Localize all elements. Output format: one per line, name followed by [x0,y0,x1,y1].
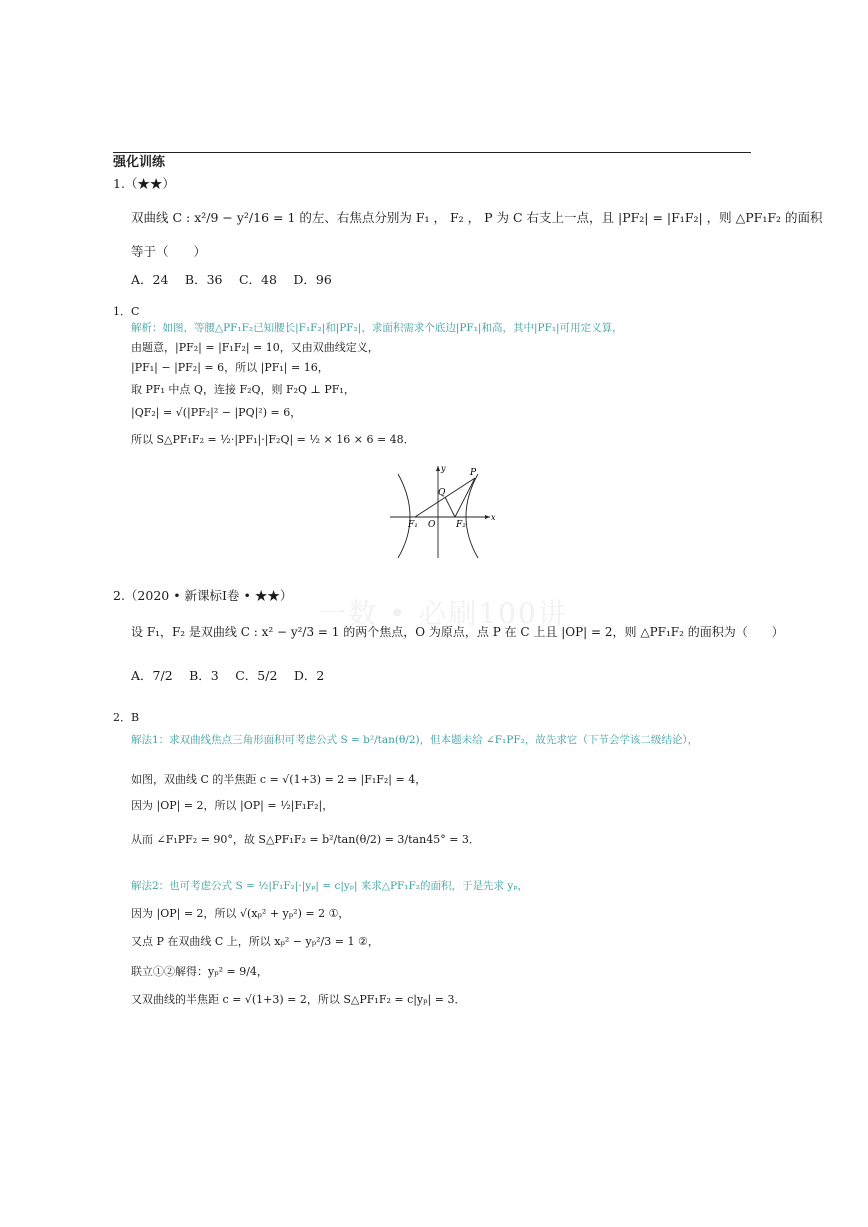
x-axis-arrow [485,515,490,519]
solution-1-line: |QF₂| = √(|PF₂|² − |PQ|²) = 6， [131,406,302,419]
problem-1-number: 1.（★★） [113,176,175,191]
label-f1: F₁ [408,520,418,530]
solution-2-answer: 2．B [113,711,140,724]
solution-2-line: 联立①②解得：yₚ² = 9/4， [131,965,268,978]
solution-1-line: 由题意，|PF₂| = |F₁F₂| = 10，又由双曲线定义， [131,341,379,354]
solution-2-line: 因为 |OP| = 2，所以 √(xₚ² + yₚ²) = 2 ①， [131,907,350,920]
solution-1-analysis: 解析：如图，等腰△PF₁F₂已知腰长|F₁F₂|和|PF₂|，求面积需求个底边|PF₁|和高，其中|PF₁|可用定义算， [131,322,623,334]
label-p: P [470,468,477,478]
solution-1-line: 取 PF₁ 中点 Q，连接 F₂Q，则 F₂Q ⊥ PF₁， [131,383,355,396]
problem-1-stem-line2: 等于（ ） [131,244,207,259]
label-x: x [491,513,496,522]
watermark: 一数 • 必刷100讲 [318,597,568,630]
solution-1-answer: 1．C [113,305,140,318]
y-axis-arrow [436,466,440,471]
solution-2-line: 从而 ∠F₁PF₂ = 90°，故 S△PF₁F₂ = b²/tan(θ/2) = 3/tan45° = 3． [131,833,480,846]
problem-2-stem: 设 F₁，F₂ 是双曲线 C : x² − y²/3 = 1 的两个焦点，O 为原点，点 P 在 C 上且 |OP| = 2，则 △PF₁F₂ 的面积为（ ） [131,625,784,639]
problem-2-number: 2.（2020 • 新课标Ⅰ卷 • ★★） [113,588,293,603]
solution-2-line: 因为 |OP| = 2，所以 |OP| = ½|F₁F₂|， [131,799,334,812]
label-q: Q [438,488,446,498]
problem-1-options: A．24 B．36 C．48 D．96 [131,272,332,287]
label-o: O [428,520,436,530]
solution-2-method2-note: 解法2：也可考虑公式 S = ½|F₁F₂|·|yₚ| = c|yₚ| 来求△PF₁F₂的面积，于是先求 yₚ， [131,880,528,892]
label-y: y [441,464,446,473]
hyperbola-right-branch [466,474,478,558]
hyperbola-figure [388,460,498,560]
solution-2-line: 又点 P 在双曲线 C 上，所以 xₚ² − yₚ²/3 = 1 ②， [131,935,379,948]
problem-1-stem-line1: 双曲线 C : x²/9 − y²/16 = 1 的左、右焦点分别为 F₁ ， F₂ ， P 为 C 右支上一点，且 |PF₂| = |F₁F₂| ，则 △PF₁F₂ 的面积 [131,210,823,225]
problem-2-options: A．7/2 B．3 C．5/2 D．2 [131,668,325,683]
solution-1-line: 所以 S△PF₁F₂ = ½·|PF₁|·|F₂Q| = ½ × 16 × 6 = 48． [131,433,415,446]
segment-qf2 [445,497,455,517]
solution-1-line: |PF₁| − |PF₂| = 6，所以 |PF₁| = 16， [131,361,329,374]
section-title: 强化训练 [113,155,166,170]
solution-2-method1-note: 解法1：求双曲线焦点三角形面积可考虑公式 S = b²/tan(θ/2)，但本题未给 ∠F₁PF₂，故先求它（下节会学该二级结论）， [131,734,699,746]
solution-2-line: 又双曲线的半焦距 c = √(1+3) = 2，所以 S△PF₁F₂ = c|yₚ| = 3． [131,993,466,1006]
segment-pf2 [455,478,475,517]
label-f2: F₂ [456,520,466,530]
solution-2-line: 如图，双曲线 C 的半焦距 c = √(1+3) = 2 ⇒ |F₁F₂| = 4， [131,773,427,786]
hyperbola-left-branch [398,474,410,558]
top-rule [113,152,751,153]
